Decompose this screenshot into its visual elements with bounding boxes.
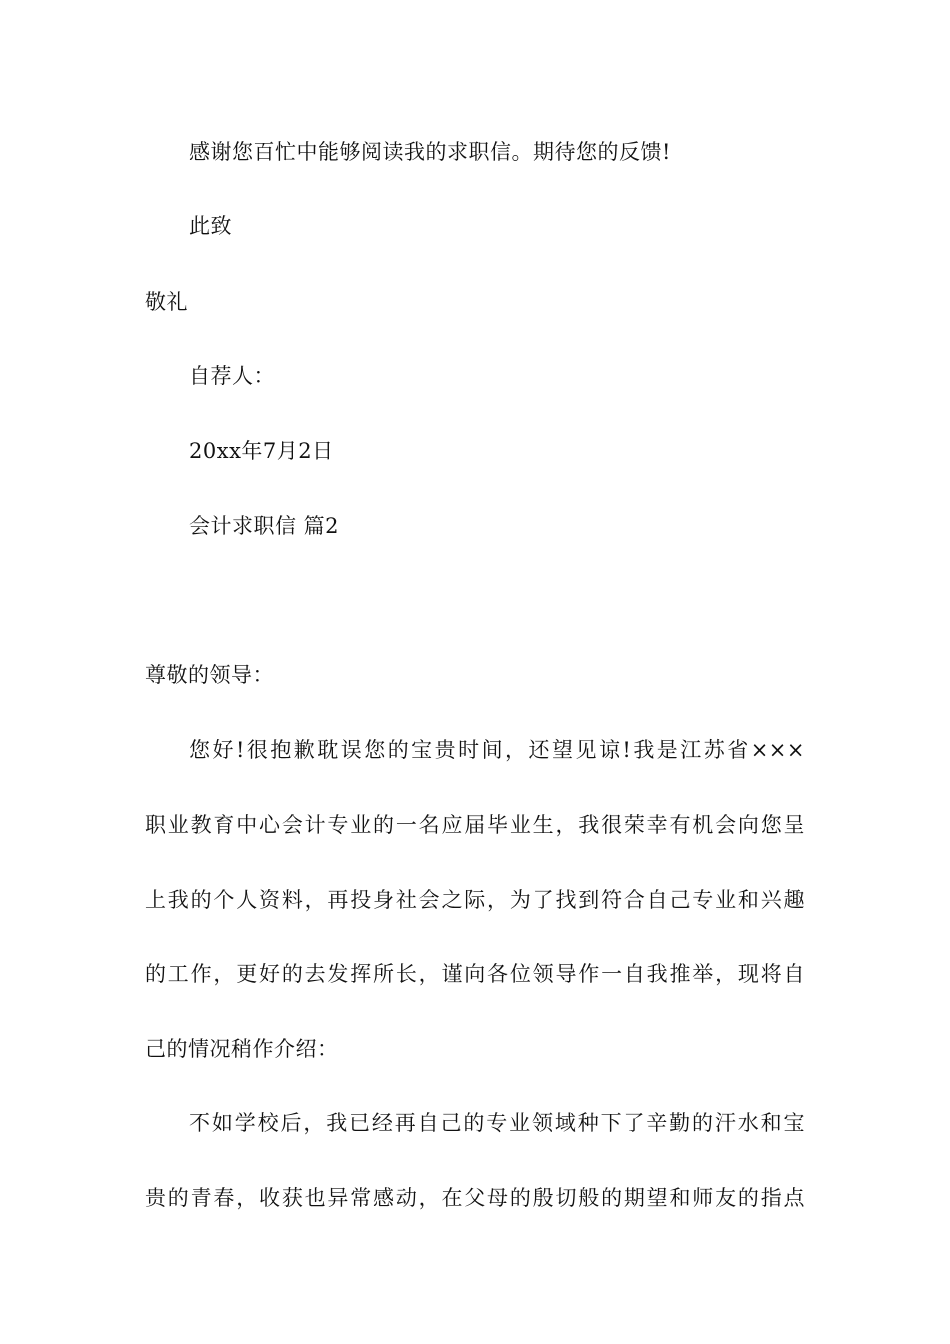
letter-greeting: 尊敬的领导： [145,663,274,687]
salutation-jingli: 敬礼 [145,290,188,314]
letter-date: 20xx年7月2日 [189,439,334,463]
section-heading: 会计求职信 篇2 [189,514,340,538]
signature-label: 自荐人： [189,364,275,388]
paragraph-2-line-1: 不如学校后，我已经再自己的专业领域种下了辛勤的汗水和宝 [189,1111,805,1135]
paragraph-1-line-5: 己的情况稍作介绍： [145,1037,339,1061]
paragraph-1-line-1: 您好!很抱歉耽误您的宝贵时间，还望见谅!我是江苏省××× [189,738,805,762]
paragraph-2-line-2: 贵的青春，收获也异常感动，在父母的殷切般的期望和师友的指点 [145,1186,805,1210]
paragraph-1-line-4: 的工作，更好的去发挥所长，谨向各位领导作一自我推举，现将自 [145,962,805,986]
paragraph-1-line-2: 职业教育中心会计专业的一名应届毕业生，我很荣幸有机会向您呈 [145,813,805,837]
paragraph-1-line-3: 上我的个人资料，再投身社会之际，为了找到符合自己专业和兴趣 [145,888,805,912]
salutation-cizhi: 此致 [189,214,232,238]
closing-thanks-line: 感谢您百忙中能够阅读我的求职信。期待您的反馈! [189,140,671,164]
